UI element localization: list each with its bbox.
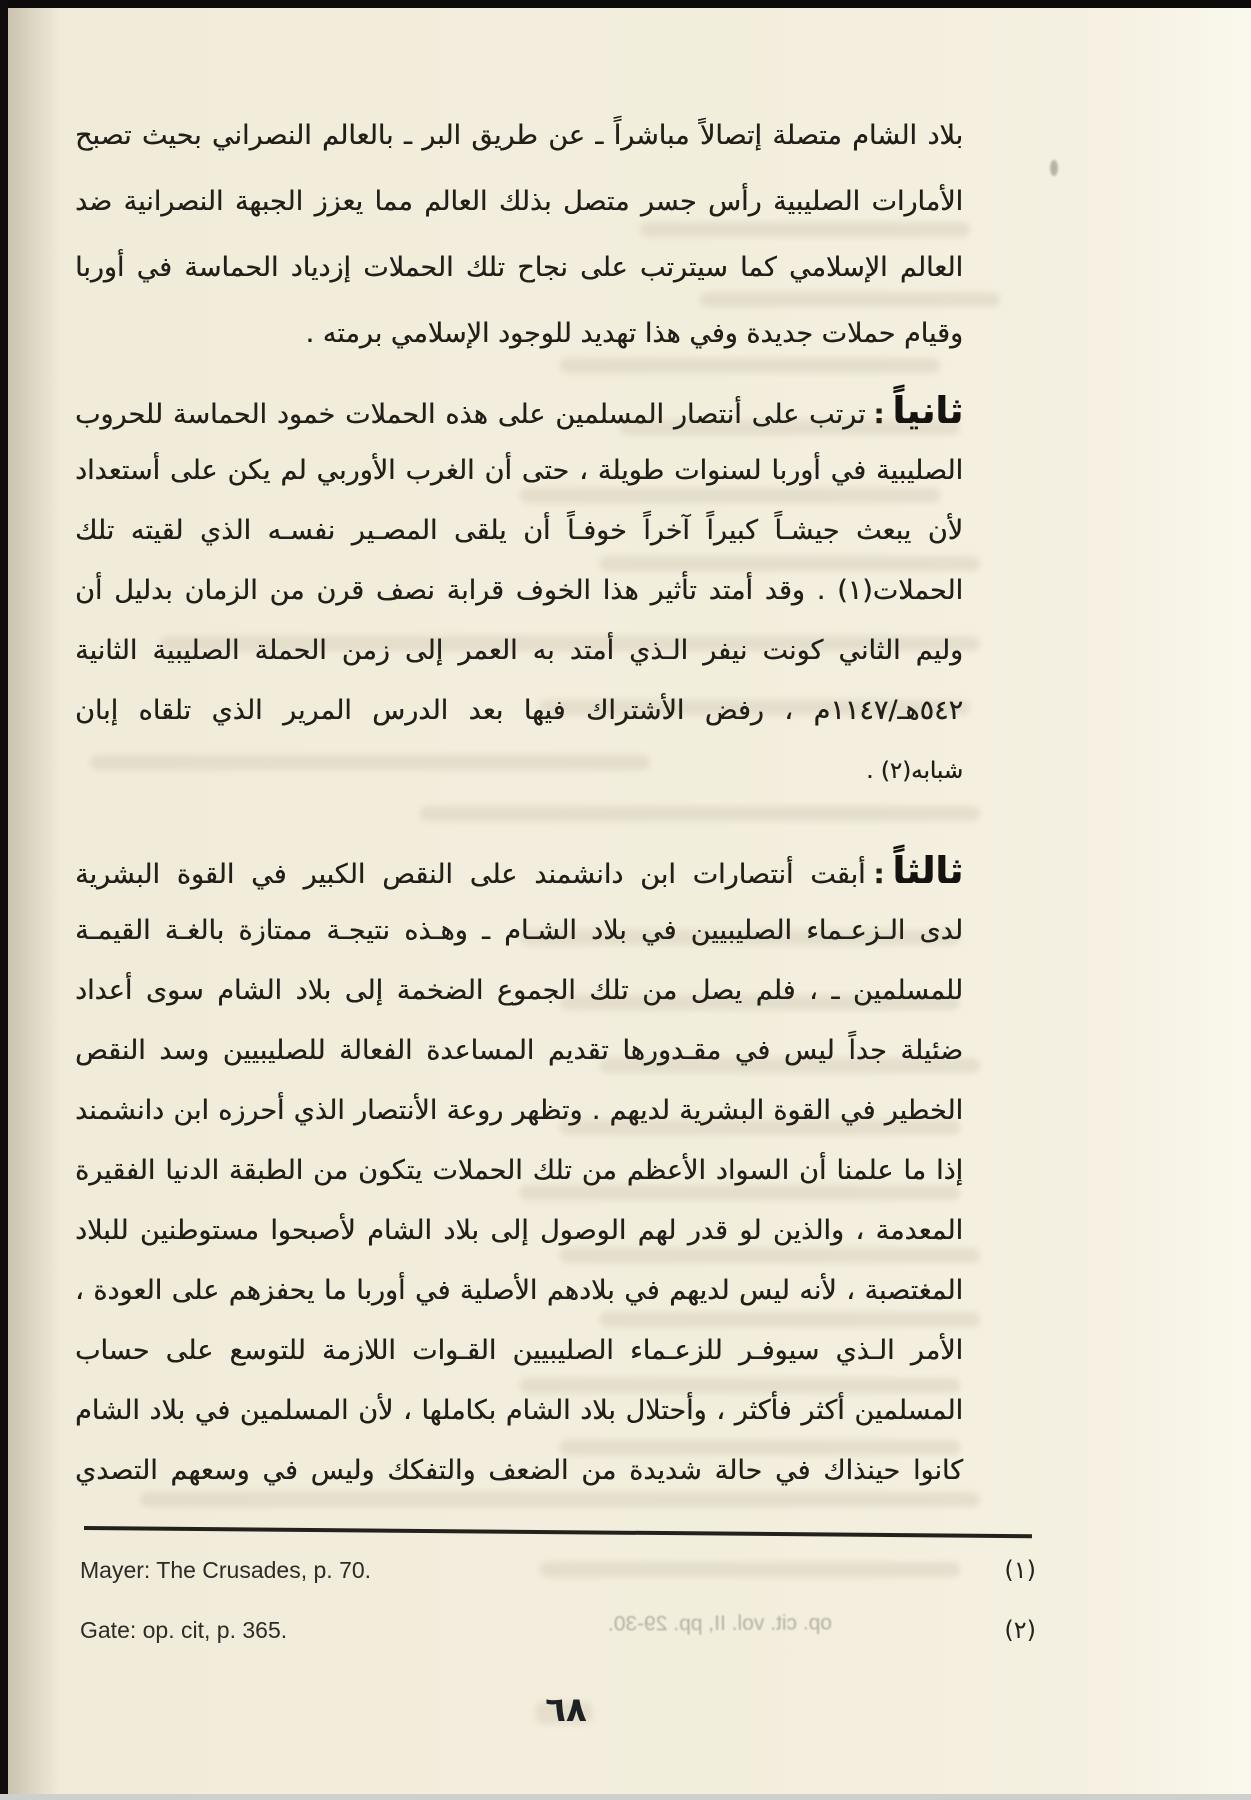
text-line: للمسلمين ـ ، فلم يصل من تلك الجموع الضخمة إلى بلاد الشام سوى أعداد (75, 975, 963, 1006)
text-line: الخطير في القوة البشرية لديهم . وتظهر روعة الأنتصار الذي أحرزه ابن دانشمند (75, 1095, 963, 1126)
text-line: وليم الثاني كونت نيفر الـذي أمتد به العمر إلى زمن الحملة الصليبية الثانية (75, 635, 963, 666)
text-line: الأمر الـذي سيوفـر للزعـماء الصليبيين القـوات اللازمة للتوسع على حساب (75, 1335, 963, 1366)
scan-edge-left (0, 0, 8, 1800)
text-line: ضئيلة جداً ليس في مقـدورها تقديم المساعدة الفعالة للصليبيين وسد النقص (75, 1035, 963, 1066)
text-line: العالم الإسلامي كما سيترتب على نجاح تلك الحملات إزدياد الحماسة في أوربا (75, 252, 963, 283)
footnote-marker: (١) (1004, 1556, 1036, 1584)
text-line: وقيام حملات جديدة وفي هذا تهديد للوجود الإسلامي برمته . (305, 318, 963, 349)
text-line: إذا ما علمنا أن السواد الأعظم من تلك الحملات يتكون من الطبقة الدنيا الفقيرة (75, 1155, 963, 1186)
text-line: لدى الـزعـماء الصليبيين في بلاد الشـام ـ وهـذه نتيجـة ممتازة بالغـة القيمـة (75, 915, 963, 946)
scan-edge-bottom (0, 1794, 1251, 1800)
binding-shadow (8, 0, 60, 1800)
footnote-text: Gate: op. cit, p. 365. (80, 1617, 288, 1643)
text-line: الصليبية في أوربا لسنوات طويلة ، حتى أن الغرب الأوربي لم يكن على أستعداد (75, 455, 963, 486)
footnote-row (80, 1556, 1036, 1584)
section-third (75, 841, 963, 1501)
footnote-separator-line (84, 1526, 1032, 1538)
section-separator: : (873, 859, 885, 890)
text-line: بلاد الشام متصلة إتصالاً مباشراً ـ عن طريق البر ـ بالعالم النصراني بحيث تصبح (75, 120, 963, 151)
text-line (75, 841, 963, 901)
page-number: ٦٨ (545, 1690, 587, 1730)
text-line: كانوا حينذاك في حالة شديدة من الضعف والتفكك وليس في وسعهم التصدي (75, 1455, 963, 1486)
text-line (75, 381, 963, 441)
text-line: المسلمين أكثر فأكثر ، وأحتلال بلاد الشام بكاملها ، لأن المسلمين في بلاد الشام (75, 1395, 963, 1426)
text-line: ٥٤٢هـ/١١٤٧م ، رفض الأشتراك فيها بعد الدرس المرير الذي تلقاه إبان (75, 695, 963, 726)
text-line: لأن يبعث جيشـاً كبيراً آخراً خوفـاً أن يلقى المصـير نفسـه الذي لقيته تلك (75, 515, 963, 546)
text-block (75, 103, 963, 1501)
footnote-marker: (٢) (1004, 1616, 1036, 1644)
bleed-through-mirrored-text: op. cit. vol. II, pp. 29-30. (607, 1611, 833, 1636)
text-line: المغتصبة ، لأنه ليس لديهم في بلادهم الأصلية في أوربا ما يحفزهم على العودة ، (75, 1275, 963, 1306)
footnote-text: Mayer: The Crusades, p. 70. (80, 1557, 372, 1583)
text-line: الحملات(١) . وقد أمتد تأثير هذا الخوف قرابة نصف قرن من الزمان بدليل أن (75, 575, 963, 606)
section-second (75, 381, 963, 801)
page-edge-highlight (1131, 0, 1251, 1800)
section-heading: ثالثاً (892, 849, 963, 892)
footnote-row (80, 1616, 1036, 1644)
section-heading: ثانياً (892, 389, 963, 432)
text-line-body: ترتب على أنتصار المسلمين على هذه الحملات خمود الحماسة للحروب (75, 399, 866, 430)
text-line: المعدمة ، والذين لو قدر لهم الوصول إلى بلاد الشام لأصبحوا مستوطنين للبلاد (75, 1215, 963, 1246)
paragraph-intro (75, 103, 963, 367)
scan-edge-top (0, 0, 1251, 8)
text-line-body: أبقت أنتصارات ابن دانشمند على النقص الكبير في القوة البشرية (75, 859, 866, 890)
text-line: الأمارات الصليبية رأس جسر متصل بذلك العالم مما يعزز الجبهة النصرانية ضد (75, 186, 963, 217)
ink-speck (1050, 160, 1058, 176)
section-separator: : (873, 399, 885, 430)
text-line: شبابه(٢) . (866, 758, 963, 784)
